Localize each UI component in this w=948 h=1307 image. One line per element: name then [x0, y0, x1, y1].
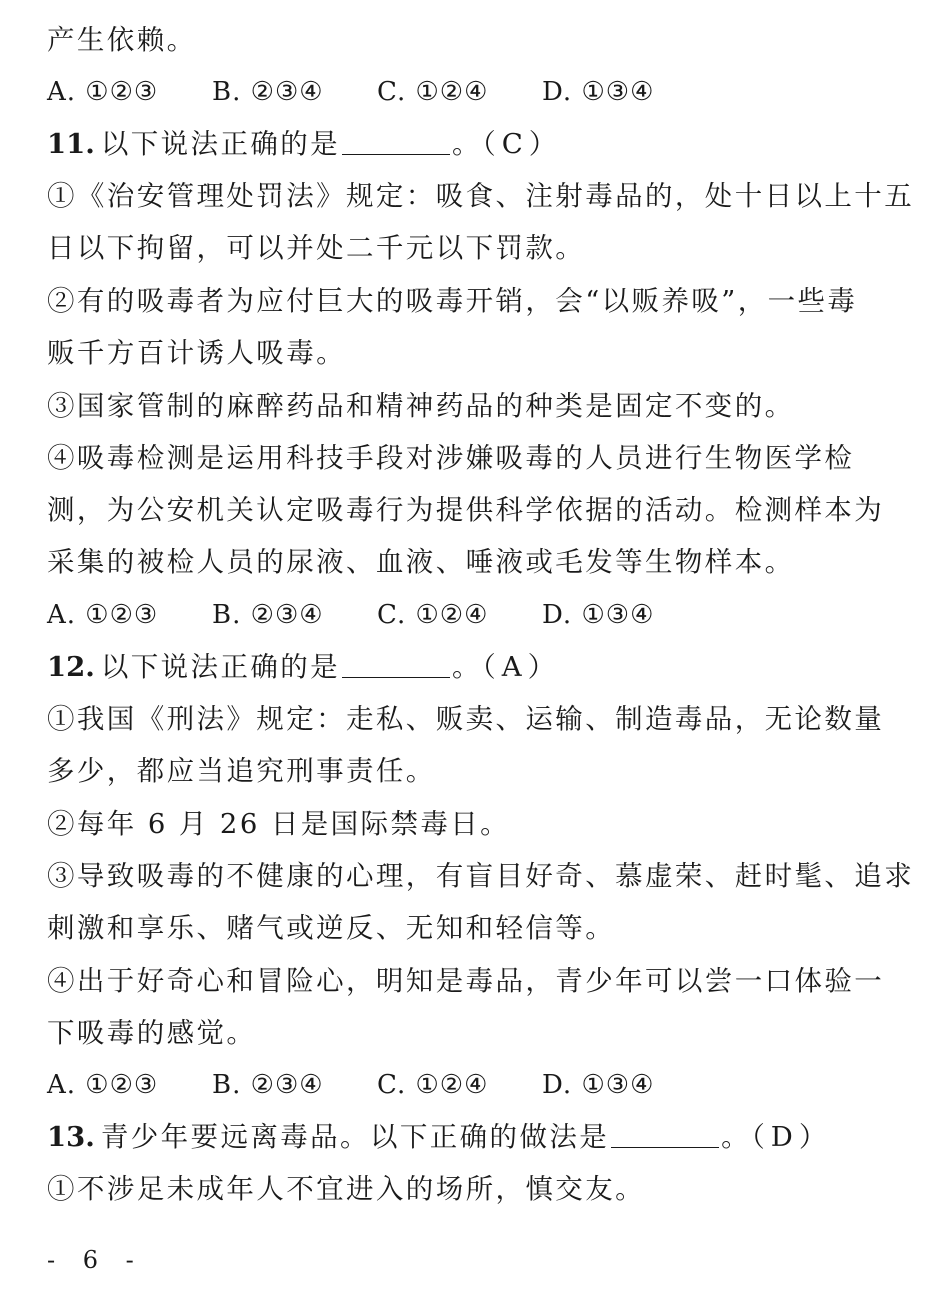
text-line: ①我国《刑法》规定：走私、贩卖、运输、制造毒品，无论数量 [47, 703, 885, 735]
text-line: ④吸毒检测是运用科技手段对涉嫌吸毒的人员进行生物医学检 [47, 442, 855, 474]
text-line: 刺激和享乐、赌气或逆反、无知和轻信等。 [47, 912, 616, 944]
text-line: 下吸毒的感觉。 [47, 1017, 257, 1049]
answer-blank [342, 647, 450, 678]
text-line: ①《治安管理处罚法》规定：吸食、注射毒品的，处十日以上十五 [47, 180, 915, 212]
option-d: D. ①③④ [542, 77, 655, 107]
text-line: 产生依赖。 [47, 24, 197, 56]
question-answer: （A） [481, 651, 562, 683]
page-number: - 6 - [47, 1246, 144, 1274]
text-line: ②每年 6 月 26 日是国际禁毒日。 [47, 808, 511, 840]
question-tail: 。 [452, 128, 482, 160]
text-line: ②有的吸毒者为应付巨大的吸毒开销，会“以贩养吸”，一些毒 [47, 285, 858, 317]
option-b: B. ②③④ [212, 600, 324, 630]
text-line: ①不涉足未成年人不宜进入的场所，慎交友。 [47, 1173, 645, 1205]
question-number: 11. [47, 128, 95, 160]
option-d: D. ①③④ [542, 600, 655, 630]
question-text: 青少年要远离毒品。以下正确的做法是 [100, 1121, 610, 1153]
option-a: A. ①②③ [47, 1070, 159, 1100]
question-text: 以下说法正确的是 [100, 128, 341, 160]
question-number: 13. [47, 1121, 95, 1153]
text-line: 测，为公安机关认定吸毒行为提供科学依据的活动。检测样本为 [47, 494, 885, 526]
option-d: D. ①③④ [542, 1070, 655, 1100]
text-line: 日以下拘留，可以并处二千元以下罚款。 [47, 232, 586, 264]
text-line: 采集的被检人员的尿液、血液、唾液或毛发等生物样本。 [47, 546, 795, 578]
question-number: 12. [47, 651, 95, 683]
question-answer: （D） [751, 1121, 833, 1153]
question-11 [47, 118, 907, 170]
option-b: B. ②③④ [212, 77, 324, 107]
option-a: A. ①②③ [47, 600, 159, 630]
option-b: B. ②③④ [212, 1070, 324, 1100]
option-c: C. ①②④ [377, 1070, 489, 1100]
question-tail: 。 [721, 1121, 752, 1153]
option-a: A. ①②③ [47, 77, 159, 107]
text-line: ③导致吸毒的不健康的心理，有盲目好奇、慕虚荣、赶时髦、追求 [47, 860, 915, 892]
question-text: 以下说法正确的是 [100, 651, 341, 683]
text-line: 多少，都应当追究刑事责任。 [47, 755, 436, 787]
question-12 [47, 641, 907, 693]
option-c: C. ①②④ [377, 77, 489, 107]
option-c: C. ①②④ [377, 600, 489, 630]
answer-blank [611, 1117, 719, 1148]
question-answer: （C） [481, 128, 563, 160]
question-tail: 。 [452, 651, 482, 683]
text-line: ③国家管制的麻醉药品和精神药品的种类是固定不变的。 [47, 390, 795, 422]
question-13 [47, 1111, 907, 1163]
text-line: ④出于好奇心和冒险心，明知是毒品，青少年可以尝一口体验一 [47, 965, 885, 997]
text-line: 贩千方百计诱人吸毒。 [47, 337, 346, 369]
answer-blank [342, 124, 450, 155]
